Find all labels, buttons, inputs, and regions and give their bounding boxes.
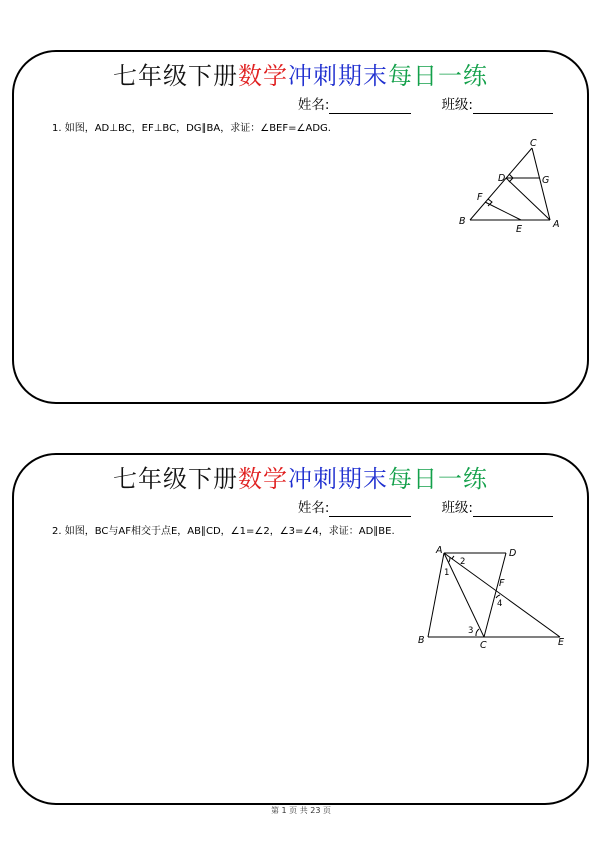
- label-C: C: [530, 138, 537, 149]
- problem-2-figure: [404, 547, 564, 659]
- angle-label-2: 2: [460, 557, 466, 567]
- class-label: 班级:: [441, 97, 473, 113]
- problem-2-text: 2. 如图，BC与AF相交于点E，AB∥CD，∠1=∠2，∠3=∠4，求证：AD∥BE.: [52, 526, 395, 537]
- worksheet-title: [14, 464, 587, 494]
- label-A: A: [553, 219, 560, 230]
- class-blank[interactable]: [473, 502, 553, 517]
- quadrilateral-figure-2: [404, 547, 564, 659]
- label-C: C: [480, 640, 487, 651]
- name-blank[interactable]: [329, 502, 411, 517]
- title-part-subject: 数学: [238, 465, 288, 493]
- triangle-figure-1: [454, 138, 558, 234]
- problem-1-figure: [454, 138, 558, 234]
- label-E: E: [558, 637, 565, 648]
- class-label: 班级:: [441, 500, 473, 516]
- title-part-sprint: 冲刺期末: [288, 62, 388, 90]
- label-G: G: [542, 175, 550, 186]
- label-F: F: [499, 578, 505, 589]
- label-B: B: [459, 216, 466, 227]
- class-blank[interactable]: [473, 99, 553, 114]
- title-part-daily: 每日一练: [388, 465, 488, 493]
- title-part-sprint: 冲刺期末: [288, 465, 388, 493]
- title-part-grade: 七年级下册: [113, 465, 238, 493]
- worksheet-card-1: [12, 50, 589, 404]
- label-F: F: [477, 192, 483, 203]
- label-B: B: [418, 635, 425, 646]
- angle-label-4: 4: [497, 599, 503, 609]
- student-info: [298, 96, 553, 114]
- angle-label-3: 3: [468, 626, 474, 636]
- worksheet-title: [14, 61, 587, 91]
- label-A: A: [436, 545, 443, 556]
- name-label: 姓名:: [297, 97, 330, 113]
- name-blank[interactable]: [329, 99, 411, 114]
- title-part-grade: 七年级下册: [113, 62, 238, 90]
- title-part-subject: 数学: [238, 62, 288, 90]
- name-label: 姓名:: [297, 500, 330, 516]
- label-E: E: [516, 224, 523, 235]
- student-info: [298, 499, 553, 517]
- worksheet-card-2: [12, 453, 589, 805]
- title-part-daily: 每日一练: [388, 62, 488, 90]
- problem-1-text: 1. 如图，AD⊥BC，EF⊥BC，DG∥BA，求证：∠BEF=∠ADG.: [52, 123, 331, 134]
- label-D: D: [509, 548, 517, 559]
- page-footer: 第 1 页 共 23 页: [271, 806, 331, 815]
- angle-label-1: 1: [444, 568, 450, 578]
- label-D: D: [498, 173, 506, 184]
